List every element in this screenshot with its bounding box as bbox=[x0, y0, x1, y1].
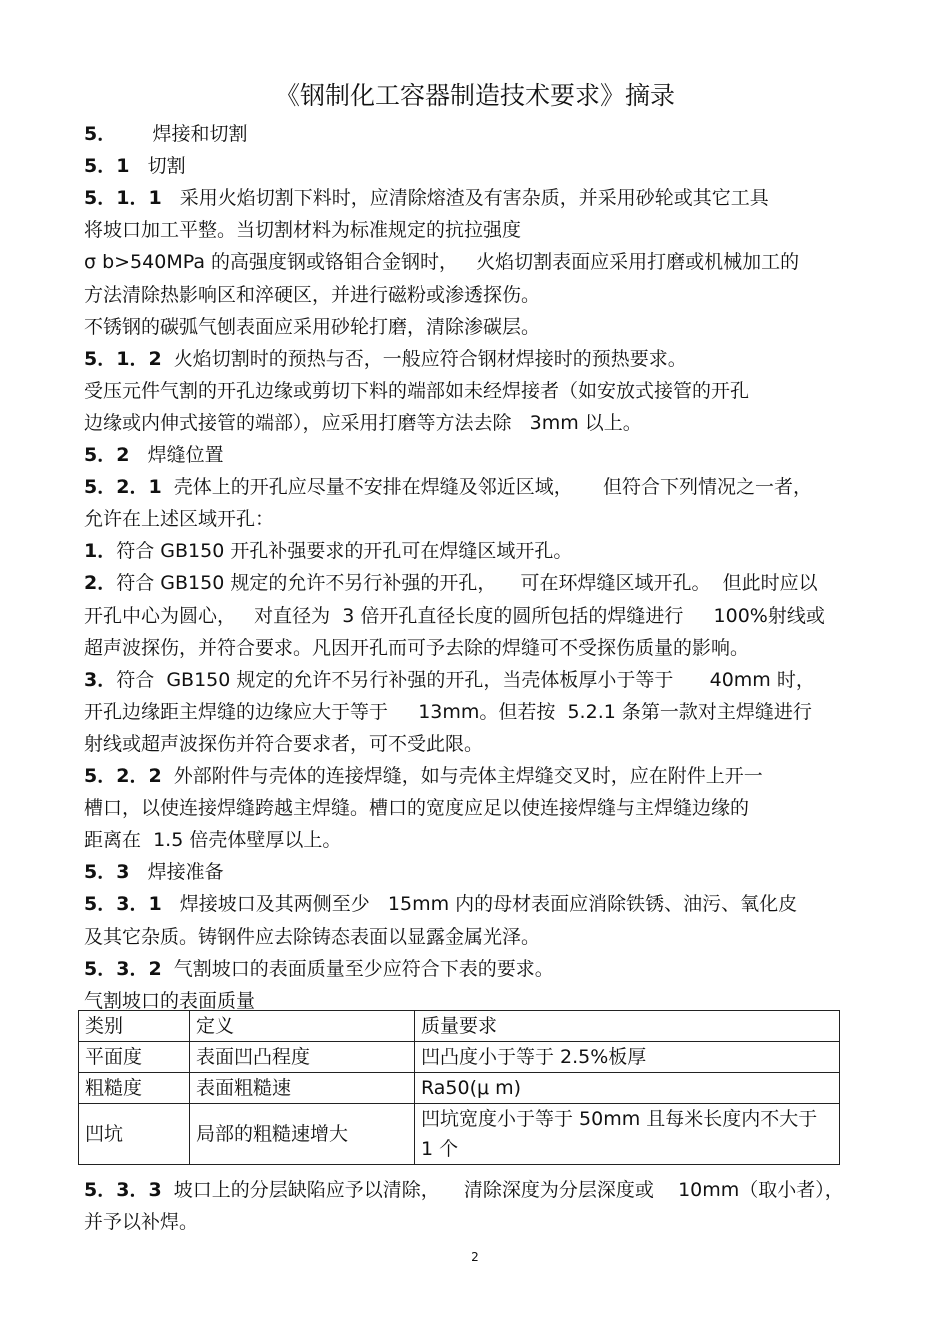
text-line bbox=[84, 826, 884, 854]
table-cell: 表面凹凸程度 bbox=[190, 1042, 415, 1073]
line-text: 方法清除热影响区和淬硬区，并进行磁粉或渗透探伤。 bbox=[84, 283, 541, 306]
line-text: 及其它杂质。铸钢件应去除铸态表面以显露金属光泽。 bbox=[84, 925, 541, 948]
line-text: 受压元件气割的开孔边缘或剪切下料的端部如未经焊接者（如安放式接管的开孔 bbox=[84, 379, 750, 402]
table-header-row bbox=[79, 1011, 840, 1042]
line-text: 射线或超声波探伤并符合要求者，可不受此限。 bbox=[84, 732, 484, 755]
section-number: 5．3 bbox=[84, 861, 130, 884]
text-line bbox=[84, 313, 884, 341]
line-text: 符合 GB150 开孔补强要求的开孔可在焊缝区域开孔。 bbox=[116, 540, 573, 563]
line-text: 切割 bbox=[129, 155, 186, 178]
line-text: 允许在上述区域开孔： bbox=[84, 508, 275, 531]
text-line bbox=[84, 505, 884, 533]
text-line bbox=[84, 923, 884, 951]
line-text: 开孔中心为圆心， 对直径为 3 倍开孔直径长度的圆所包括的焊缝进行 100%射线或 bbox=[84, 604, 825, 627]
line-text: 焊接和切割 bbox=[116, 123, 248, 145]
table-cell: 凹坑宽度小于等于 50mm 且每米长度内不大于 1 个 bbox=[415, 1104, 840, 1165]
section-number: 3． bbox=[84, 668, 117, 691]
line-text: 并予以补焊。 bbox=[84, 1211, 199, 1234]
text-line bbox=[84, 794, 884, 822]
line-text: 壳体上的开孔应尽量不安排在焊缝及邻近区域， 但符合下列情况之一者， bbox=[161, 476, 812, 499]
line-text: 开孔边缘距主焊缝的边缘应大于等于 13mm。但若按 5.2.1 条第一款对主焊缝进行 bbox=[84, 700, 812, 723]
text-line bbox=[84, 152, 884, 180]
table-cell: Ra50(μ m) bbox=[415, 1073, 840, 1104]
table-row bbox=[79, 1104, 840, 1165]
table-cell: 凹凸度小于等于 2.5%板厚 bbox=[415, 1042, 840, 1073]
line-text: σ b>540MPa 的高强度钢或铬钼合金钢时， 火焰切割表面应采用打磨或机械加工的 bbox=[84, 251, 800, 274]
text-line bbox=[84, 248, 884, 276]
line-text: 边缘或内伸式接管的端部），应采用打磨等方法去除 3mm 以上。 bbox=[84, 411, 642, 434]
line-text: 外部附件与壳体的连接焊缝，如与壳体主焊缝交叉时，应在附件上开一 bbox=[161, 765, 763, 787]
line-text: 将坡口加工平整。当切割材料为标准规定的抗拉强度 bbox=[84, 219, 522, 242]
table-header-cell: 质量要求 bbox=[415, 1011, 840, 1042]
line-text: 坡口上的分层缺陷应予以清除， 清除深度为分层深度或 10mm（取小者）， bbox=[161, 1179, 844, 1201]
table-cell: 粗糙度 bbox=[79, 1073, 190, 1104]
text-line bbox=[84, 858, 884, 886]
section-number: 5．3．1 bbox=[84, 893, 162, 916]
text-line bbox=[84, 345, 884, 373]
line-text: 焊接坡口及其两侧至少 15mm 内的母材表面应消除铁锈、油污、氧化皮 bbox=[161, 893, 798, 916]
section-number: 5． bbox=[84, 123, 117, 145]
text-line bbox=[84, 698, 884, 726]
cut-surface-quality-table bbox=[78, 1010, 840, 1165]
line-text: 距离在 1.5 倍壳体壁厚以上。 bbox=[84, 829, 342, 852]
section-number: 5．3．2 bbox=[84, 957, 162, 980]
table-row bbox=[79, 1073, 840, 1104]
document-title: 《钢制化工容器制造技术要求》摘录 bbox=[274, 81, 675, 110]
text-line bbox=[84, 216, 884, 244]
text-line bbox=[84, 762, 884, 790]
line-text: 槽口，以使连接焊缝跨越主焊缝。槽口的宽度应足以使连接焊缝与主焊缝边缘的 bbox=[84, 797, 750, 820]
text-line bbox=[84, 634, 884, 662]
section-number: 5．2．2 bbox=[84, 765, 162, 787]
text-line bbox=[84, 537, 884, 565]
table-cell: 凹坑 bbox=[79, 1104, 190, 1165]
line-text: 气割坡口的表面质量至少应符合下表的要求。 bbox=[161, 957, 554, 980]
line-text: 符合 GB150 规定的允许不另行补强的开孔， 可在环焊缝区域开孔。 但此时应以 bbox=[116, 572, 818, 595]
line-text: 火焰切割时的预热与否，一般应符合钢材焊接时的预热要求。 bbox=[161, 347, 687, 370]
text-line bbox=[84, 184, 884, 212]
table-cell: 平面度 bbox=[79, 1042, 190, 1073]
table-cell: 局部的粗糙速增大 bbox=[190, 1104, 415, 1165]
table-header-cell: 定义 bbox=[190, 1011, 415, 1042]
section-number: 5．2．1 bbox=[84, 476, 162, 499]
line-text: 不锈钢的碳弧气刨表面应采用砂轮打磨，清除渗碳层。 bbox=[84, 315, 541, 338]
text-line bbox=[84, 955, 884, 983]
text-line bbox=[84, 441, 884, 469]
text-line bbox=[84, 377, 884, 405]
text-line bbox=[84, 730, 884, 758]
section-number: 5．2 bbox=[84, 444, 130, 466]
text-line bbox=[84, 120, 884, 148]
text-line bbox=[84, 569, 884, 597]
text-line bbox=[84, 1208, 884, 1236]
text-line bbox=[84, 666, 884, 694]
text-line bbox=[84, 1176, 884, 1204]
line-text: 气割坡口的表面质量 bbox=[84, 989, 256, 1012]
text-line bbox=[84, 602, 884, 630]
table-row bbox=[79, 1042, 840, 1073]
table-header-cell: 类别 bbox=[79, 1011, 190, 1042]
table-cell: 表面粗糙速 bbox=[190, 1073, 415, 1104]
page-number: 2 bbox=[471, 1250, 479, 1264]
line-text: 焊接准备 bbox=[129, 861, 224, 884]
text-line bbox=[84, 890, 884, 918]
text-line bbox=[84, 473, 884, 501]
section-number: 5．3．3 bbox=[84, 1179, 162, 1201]
text-line bbox=[84, 409, 884, 437]
text-line bbox=[84, 281, 884, 309]
section-number: 1． bbox=[84, 540, 117, 563]
line-text: 焊缝位置 bbox=[129, 444, 224, 466]
line-text: 符合 GB150 规定的允许不另行补强的开孔，当壳体板厚小于等于 40mm 时， bbox=[116, 668, 815, 691]
line-text: 采用火焰切割下料时，应清除熔渣及有害杂质，并采用砂轮或其它工具 bbox=[161, 187, 769, 210]
section-number: 5．1．1 bbox=[84, 187, 162, 210]
section-number: 2． bbox=[84, 572, 117, 595]
line-text: 超声波探伤，并符合要求。凡因开孔而可予去除的焊缝可不受探伤质量的影响。 bbox=[84, 636, 750, 659]
section-number: 5．1 bbox=[84, 155, 130, 178]
section-number: 5．1．2 bbox=[84, 347, 162, 370]
